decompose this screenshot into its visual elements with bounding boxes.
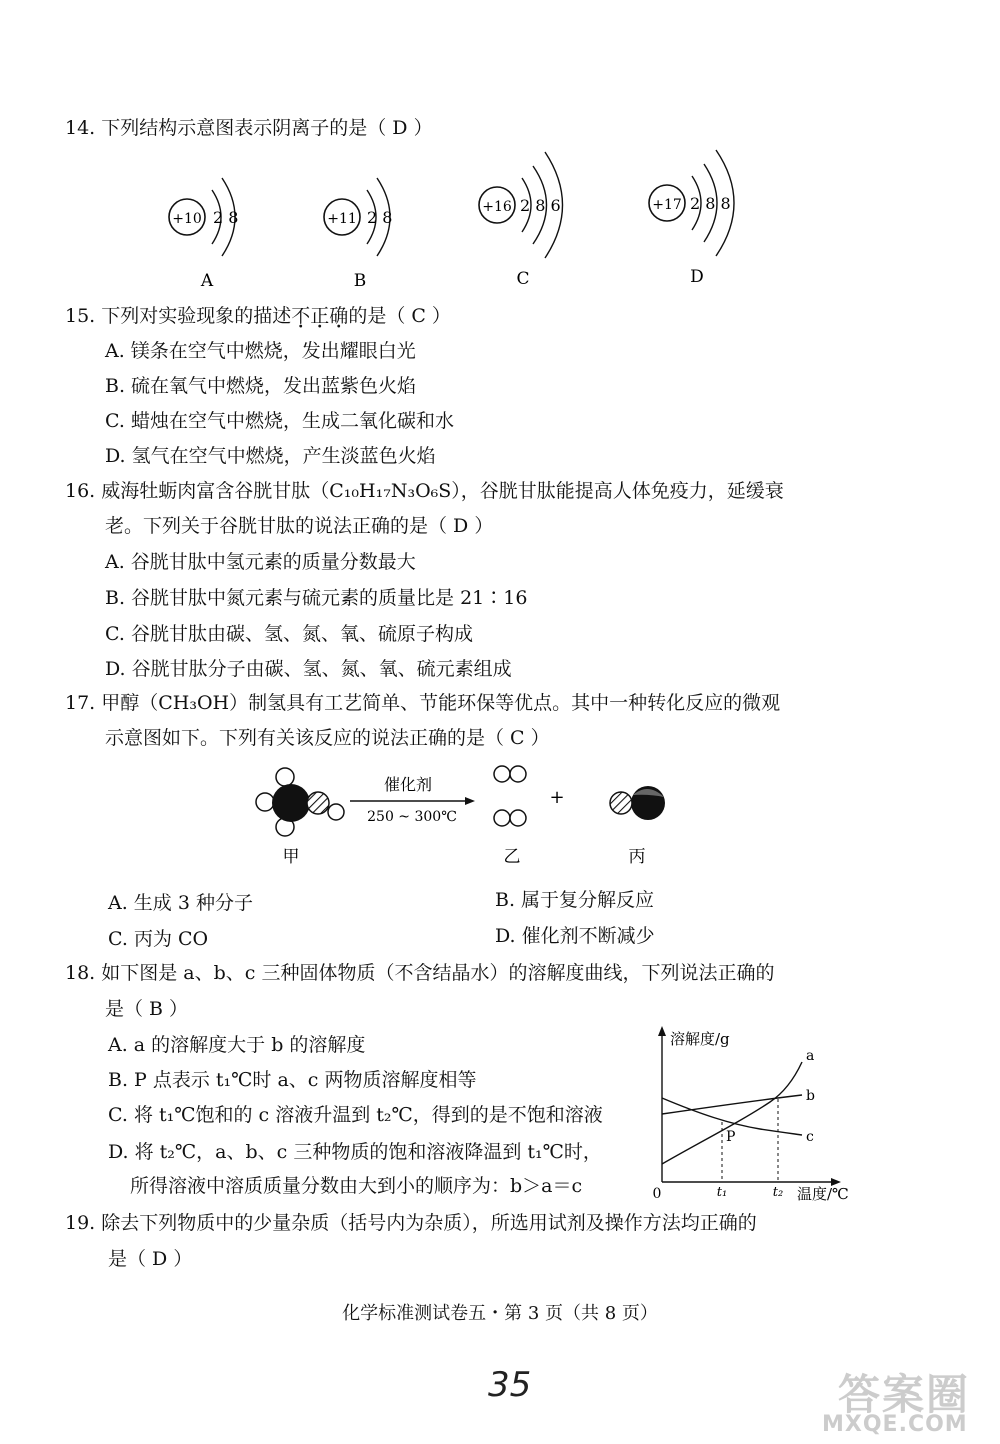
atom-c-diagram bbox=[479, 152, 563, 258]
q16-option-a: A. 谷胱甘肽中氢元素的质量分数最大 bbox=[105, 551, 416, 573]
q17-line1: 17. 甲醇（CH₃OH）制氢具有工艺简单、节能环保等优点。其中一种转化反应的微观 bbox=[65, 692, 781, 714]
handwritten-page-number: 35 bbox=[488, 1365, 532, 1405]
atom-d-diagram bbox=[649, 150, 734, 256]
q15-emph-char-2: 正 bbox=[310, 305, 330, 327]
graph-p: P bbox=[726, 1129, 736, 1145]
q17-option-a: A. 生成 3 种分子 bbox=[108, 892, 253, 914]
atom-d-nucleus: +17 bbox=[652, 197, 682, 213]
q17-option-d: D. 催化剂不断减少 bbox=[495, 925, 655, 947]
curve-b bbox=[662, 1095, 802, 1114]
q15-option-b: B. 硫在氧气中燃烧，发出蓝紫色火焰 bbox=[105, 375, 417, 397]
curve-a bbox=[662, 1062, 802, 1164]
label-bing: 丙 bbox=[628, 847, 646, 867]
graph-origin: 0 bbox=[652, 1186, 662, 1202]
q15-stem-part2: 的是（ C ） bbox=[348, 305, 451, 327]
q15-emph-char-1: 不 bbox=[291, 305, 311, 327]
graph-a: a bbox=[806, 1048, 815, 1064]
q19-line1: 19. 除去下列物质中的少量杂质（括号内为杂质），所选用试剂及操作方法均正确的 bbox=[65, 1212, 757, 1234]
atom-c-shells: 2 8 6 bbox=[520, 196, 561, 215]
atom-d-letter: D bbox=[690, 267, 704, 287]
atom-b-letter: B bbox=[353, 271, 367, 291]
graph-b: b bbox=[806, 1088, 815, 1104]
q16-option-c: C. 谷胱甘肽由碳、氢、氮、氧、硫原子构成 bbox=[105, 623, 473, 645]
q16-option-b: B. 谷胱甘肽中氮元素与硫元素的质量比是 21∶16 bbox=[105, 587, 528, 609]
label-yi: 乙 bbox=[503, 847, 521, 867]
atom-a-letter: A bbox=[200, 271, 214, 291]
q18-option-d-cont: 所得溶液中溶质质量分数由大到小的顺序为：b＞a＝c bbox=[130, 1175, 583, 1197]
graph-c: c bbox=[806, 1129, 814, 1145]
plus-sign: + bbox=[549, 787, 565, 808]
q18-option-b: B. P 点表示 t₁℃时 a、c 两物质溶解度相等 bbox=[108, 1069, 477, 1091]
graph-t2: t₂ bbox=[772, 1185, 784, 1200]
atom-d-shells: 2 8 8 bbox=[690, 194, 731, 213]
q16-line2: 老。下列关于谷胱甘肽的说法正确的是（ D ） bbox=[105, 515, 494, 537]
atom-c-letter: C bbox=[516, 269, 530, 289]
q15-option-c: C. 蜡烛在空气中燃烧，生成二氧化碳和水 bbox=[105, 410, 454, 432]
q18-line2: 是（ B ） bbox=[105, 998, 189, 1020]
q17-option-b: B. 属于复分解反应 bbox=[495, 889, 655, 911]
watermark-url: MXQE.COM bbox=[822, 1412, 968, 1437]
q15-stem bbox=[65, 303, 451, 329]
graph-xlabel: 温度/℃ bbox=[797, 1185, 849, 1202]
q17-reaction-diagram bbox=[0, 760, 1000, 880]
graph-t1: t₁ bbox=[716, 1185, 728, 1200]
atom-b-nucleus: +11 bbox=[327, 211, 357, 227]
q17-line2: 示意图如下。下列有关该反应的说法正确的是（ C ） bbox=[105, 727, 550, 749]
q18-line1: 18. 如下图是 a、b、c 三种固体物质（不含结晶水）的溶解度曲线，下列说法正确的 bbox=[65, 962, 775, 984]
co-molecule bbox=[610, 786, 665, 820]
q15-option-a: A. 镁条在空气中燃烧，发出耀眼白光 bbox=[105, 340, 416, 362]
q18-option-a: A. a 的溶解度大于 b 的溶解度 bbox=[108, 1034, 366, 1056]
atom-b-shells: 2 8 bbox=[367, 208, 393, 227]
atom-a-diagram bbox=[169, 178, 238, 256]
hydrogen-molecules bbox=[494, 766, 526, 826]
q18-option-d: D. 将 t₂℃，a、b、c 三种物质的饱和溶液降温到 t₁℃时， bbox=[108, 1141, 602, 1163]
label-jia: 甲 bbox=[282, 847, 300, 867]
q19-line2: 是（ D ） bbox=[108, 1248, 193, 1270]
q15-stem-part1: 15. 下列对实验现象的描述 bbox=[65, 305, 292, 327]
methanol-molecule bbox=[256, 768, 344, 836]
watermark-logo: 答案圈 bbox=[838, 1370, 971, 1419]
q18-option-c: C. 将 t₁℃饱和的 c 溶液升温到 t₂℃，得到的是不饱和溶液 bbox=[108, 1104, 603, 1126]
atom-a-nucleus: +10 bbox=[172, 211, 202, 227]
q15-option-d: D. 氢气在空气中燃烧，产生淡蓝色火焰 bbox=[105, 445, 436, 467]
q16-line1: 16. 威海牡蛎肉富含谷胱甘肽（C₁₀H₁₇N₃O₆S），谷胱甘肽能提高人体免疫力，延缓衰 bbox=[65, 480, 784, 502]
atom-b-diagram bbox=[324, 178, 392, 256]
graph-ylabel: 溶解度/g bbox=[670, 1030, 730, 1048]
q14-stem: 14. 下列结构示意图表示阴离子的是（ D ） bbox=[65, 117, 433, 139]
solubility-graph bbox=[640, 1022, 880, 1202]
atom-c-nucleus: +16 bbox=[482, 199, 512, 215]
q17-option-c: C. 丙为 CO bbox=[108, 928, 209, 950]
catalyst-label: 催化剂 bbox=[383, 775, 433, 794]
temperature-label: 250 ~ 300℃ bbox=[367, 809, 457, 825]
q15-emph-char-3: 确 bbox=[329, 305, 349, 327]
atom-a-shells: 2 8 bbox=[213, 208, 239, 227]
page-footer: 化学标准测试卷五・第 3 页（共 8 页） bbox=[342, 1303, 658, 1324]
q16-option-d: D. 谷胱甘肽分子由碳、氢、氮、氧、硫元素组成 bbox=[105, 658, 512, 680]
